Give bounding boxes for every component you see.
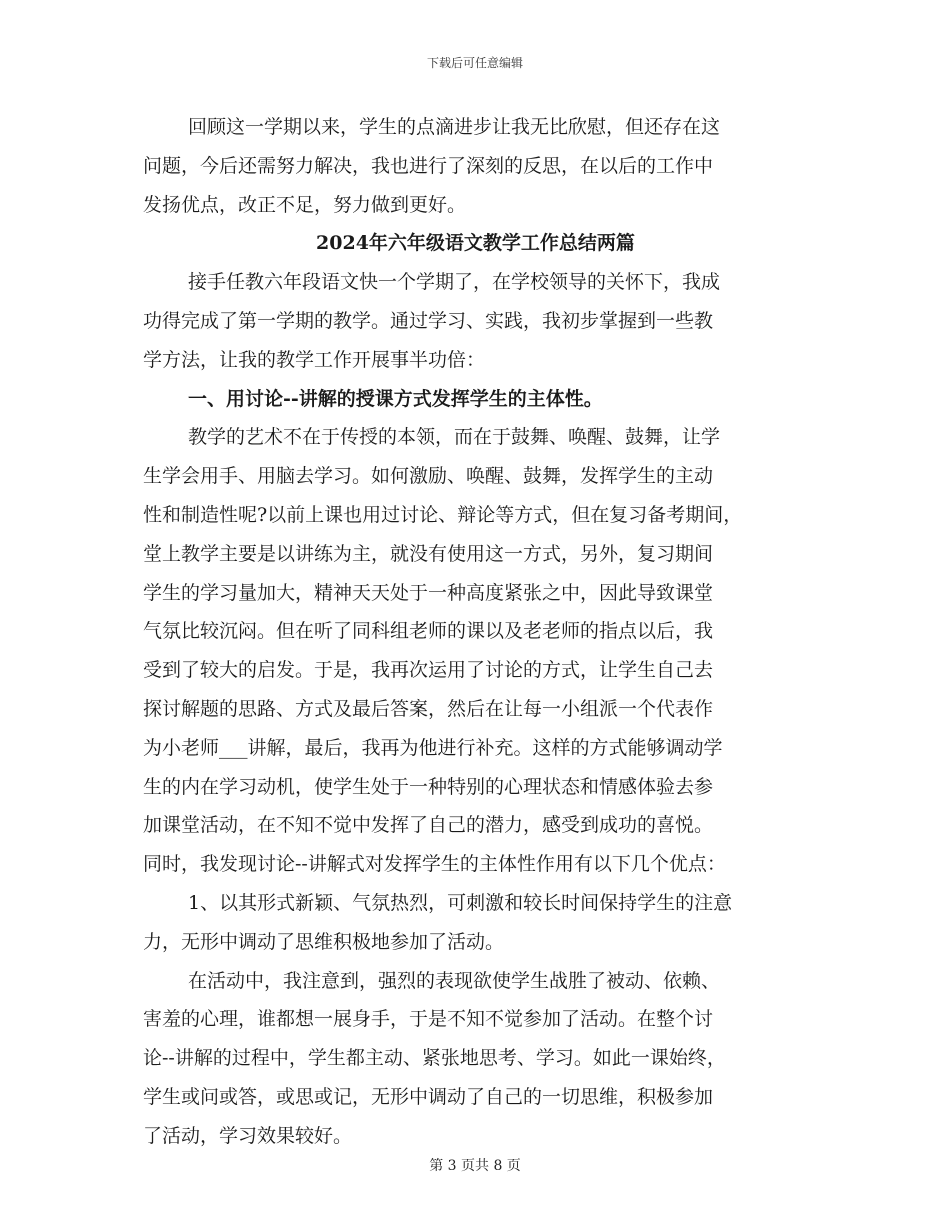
- paragraph-line: 为小老师___讲解，最后，我再为他进行补充。这样的方式能够调动学: [143, 736, 723, 759]
- paragraph-line: 害羞的心理，谁都想一展身手，于是不知不觉参加了活动。在整个讨: [143, 1008, 714, 1031]
- paragraph-line: 问题，今后还需努力解决，我也进行了深刻的反思，在以后的工作中: [143, 154, 714, 177]
- paragraph-line: 在活动中，我注意到，强烈的表现欲使学生战胜了被动、依赖、: [188, 969, 721, 992]
- paragraph-line: 功得完成了第一学期的教学。通过学习、实践，我初步掌握到一些教: [143, 309, 714, 332]
- paragraph-line: 探讨解题的思路、方式及最后答案，然后在让每一小组派一个代表作: [143, 697, 714, 720]
- paragraph-line: 发扬优点，改正不足，努力做到更好。: [143, 193, 467, 216]
- page-footer: 第 3 页共 8 页: [429, 1158, 521, 1174]
- paragraph-line: 学生的学习量加大，精神天天处于一种高度紧张之中，因此导致课堂: [143, 581, 714, 604]
- paragraph-line: 性和制造性呢?以前上课也用过讨论、辩论等方式，但在复习备考期间，: [143, 503, 743, 526]
- paragraph-line: 气氛比较沉闷。但在听了同科组老师的课以及老老师的指点以后，我: [143, 620, 714, 643]
- paragraph-line: 生学会用手、用脑去学习。如何激励、唤醒、鼓舞，发挥学生的主动: [143, 465, 714, 488]
- paragraph-line: 受到了较大的启发。于是，我再次运用了讨论的方式，让学生自己去: [143, 659, 714, 682]
- document-title: 2024年六年级语文教学工作总结两篇: [316, 232, 635, 255]
- paragraph-line: 了活动，学习效果较好。: [143, 1124, 353, 1147]
- section-heading: 一、用讨论--讲解的授课方式发挥学生的主体性。: [188, 387, 603, 410]
- paragraph-line: 回顾这一学期以来，学生的点滴进步让我无比欣慰，但还存在这: [188, 116, 721, 138]
- paragraph-line: 接手任教六年段语文快一个学期了，在学校领导的关怀下，我成: [188, 271, 721, 294]
- page-header: 下载后可任意编辑: [426, 56, 523, 70]
- paragraph-line: 力，无形中调动了思维积极地参加了活动。: [143, 930, 505, 953]
- list-item: 1、以其形式新颖、气氛热烈，可刺激和较长时间保持学生的注意: [188, 891, 733, 914]
- paragraph-line: 学方法，让我的教学工作开展事半功倍：: [143, 348, 486, 371]
- paragraph-line: 学生或问或答，或思或记，无形中调动了自己的一切思维，积极参加: [143, 1085, 714, 1108]
- paragraph-line: 教学的艺术不在于传授的本领，而在于鼓舞、唤醒、鼓舞，让学: [188, 426, 721, 449]
- paragraph-line: 生的内在学习动机，使学生处于一种特别的心理状态和情感体验去参: [143, 775, 714, 798]
- document-body: [143, 108, 808, 1156]
- paragraph-line: 同时，我发现讨论--讲解式对发挥学生的主体性作用有以下几个优点：: [143, 853, 726, 876]
- paragraph-line: 堂上教学主要是以讲练为主，就没有使用这一方式，另外，复习期间: [143, 542, 714, 565]
- paragraph-line: 加课堂活动，在不知不觉中发挥了自己的潜力，感受到成功的喜悦。: [143, 814, 714, 837]
- paragraph-line: 论--讲解的过程中，学生都主动、紧张地思考、学习。如此一课始终，: [143, 1047, 726, 1070]
